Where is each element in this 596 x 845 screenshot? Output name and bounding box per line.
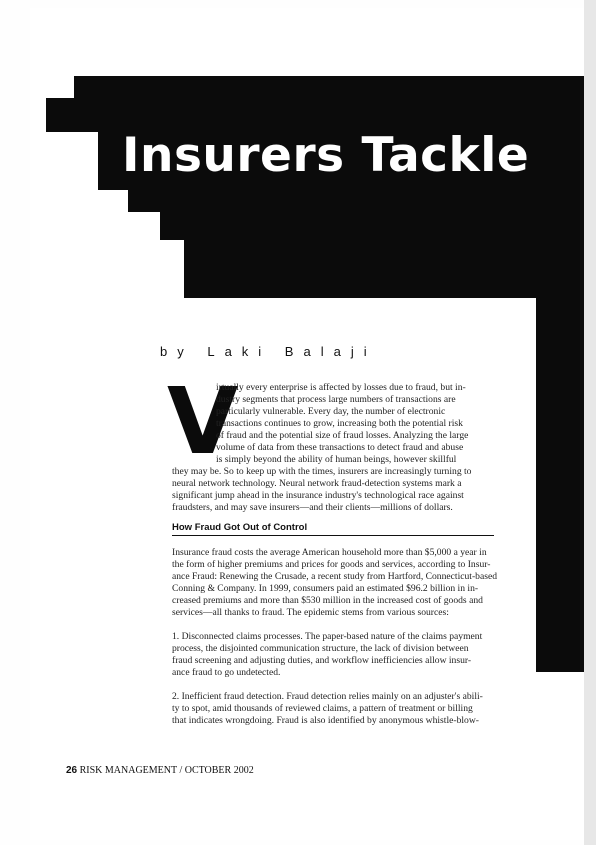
header-band-5 — [160, 210, 596, 240]
text-line: fraud screening and adjusting duties, and workflow inefficiencies allow insur- — [172, 655, 472, 666]
text-line: creased premiums and more than $530 million in the increased cost of goods and — [172, 595, 483, 606]
header-band-4 — [128, 186, 596, 212]
article-title: Insurers Tackle — [122, 128, 530, 183]
text-line: Conning & Company. In 1999, consumers paid an estimated $96.2 billion in in- — [172, 583, 479, 594]
text-line: dustry segments that process large numbers of transactions are — [216, 394, 456, 405]
text-line: volume of data from these transactions to detect fraud and abuse — [216, 442, 464, 453]
text-line: of fraud and the potential size of fraud losses. Analyzing the large — [216, 430, 469, 441]
text-line: ance fraud to go undetected. — [172, 667, 281, 678]
text-line: ty to spot, amid thousands of reviewed claims, a pattern of treatment or billing — [172, 703, 473, 714]
text-line: significant jump ahead in the insurance industry's technological race against — [172, 490, 464, 501]
text-line: Insurance fraud costs the average American household more than $5,000 a year in — [172, 547, 487, 558]
text-line: is simply beyond the ability of human beings, however skillful — [216, 454, 457, 465]
drop-cap: V — [167, 368, 239, 475]
text-line: particularly vulnerable. Every day, the number of electronic — [216, 406, 446, 417]
text-line: they may be. So to keep up with the times, insurers are increasingly turning to — [172, 466, 472, 477]
text-line: fraudsters, and may save insurers—and their clients—millions of dollars. — [172, 502, 453, 513]
text-line: transactions continues to grow, increasing both the potential risk — [216, 418, 463, 429]
publication-name: RISK MANAGEMENT / OCTOBER 2002 — [79, 765, 254, 776]
text-line: 2. Inefficient fraud detection. Fraud detection relies mainly on an adjuster's abili- — [172, 691, 483, 702]
section-heading: How Fraud Got Out of Control — [172, 522, 308, 533]
page-footer — [66, 765, 254, 776]
text-line: neural network technology. Neural network fraud-detection systems mark a — [172, 478, 462, 489]
text-line: services—all thanks to fraud. The epidemic stems from various sources: — [172, 607, 449, 618]
text-line: 1. Disconnected claims processes. The paper-based nature of the claims payment — [172, 631, 483, 642]
text-line: the form of higher premiums and prices for goods and services, according to Insur- — [172, 559, 491, 570]
section-divider — [172, 535, 494, 536]
text-line: that indicates wrongdoing. Fraud is also identified by anonymous whistle-blow- — [172, 715, 479, 726]
text-line: irtually every enterprise is affected by losses due to fraud, but in- — [216, 382, 466, 393]
page-number: 26 — [66, 765, 78, 776]
text-line: process, the disjointed communication structure, the lack of division between — [172, 643, 469, 654]
scan-edge — [584, 0, 596, 845]
author-byline: by Laki Balaji — [160, 344, 377, 359]
text-line: ance Fraud: Renewing the Crusade, a recent study from Hartford, Connecticut-based — [172, 571, 498, 582]
header-band-6 — [184, 238, 596, 298]
